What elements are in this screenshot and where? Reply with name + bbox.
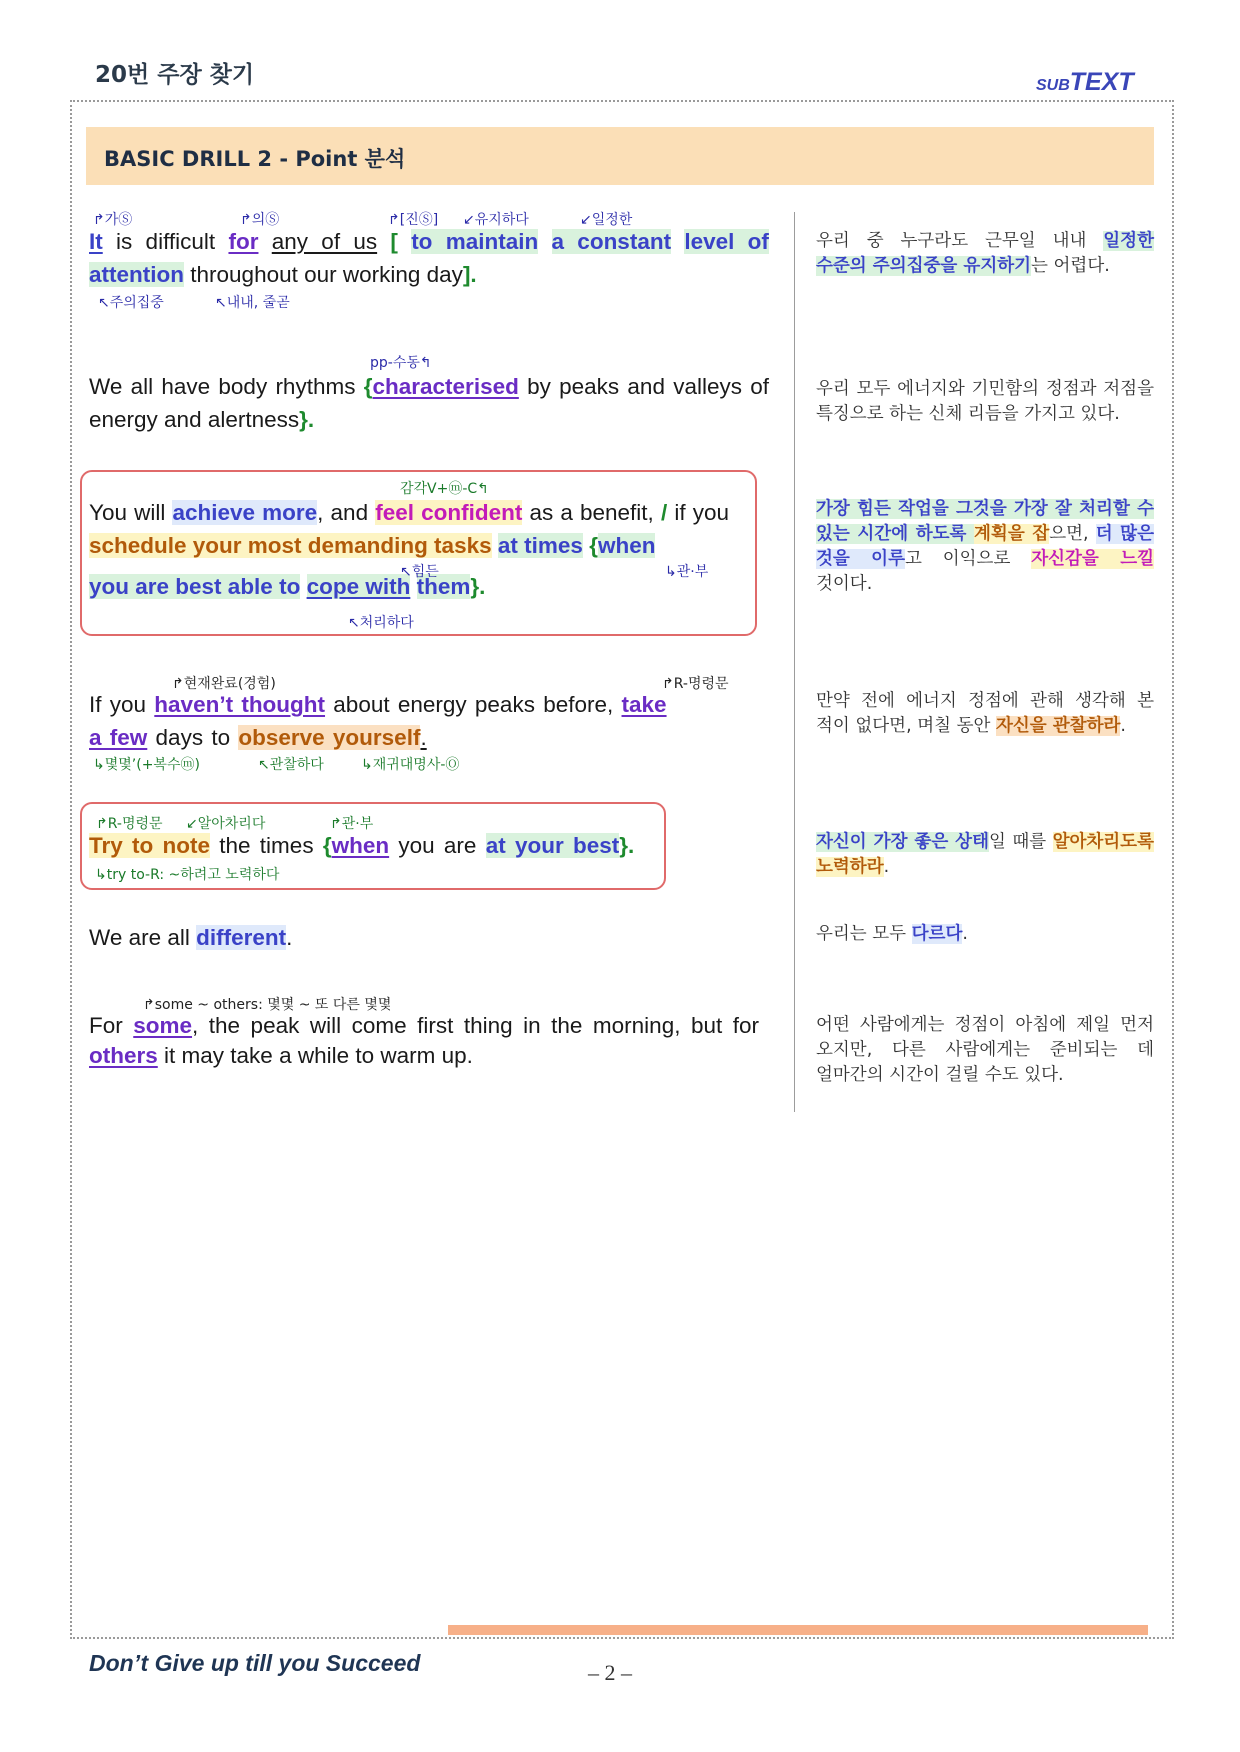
annotation: ↖관찰하다 bbox=[258, 757, 324, 773]
sentence-5-korean: 자신이 가장 좋은 상태일 때를 알아차리도록 노력하라. bbox=[816, 832, 1154, 877]
sentence-1-english: It is difficult for any of us [ to maintain a constant level of attention throughout our working day]. bbox=[89, 229, 769, 287]
sentence-2-english: We all have body rhythms {characterised by peaks and valleys of energy and alertness}. bbox=[89, 374, 769, 432]
sentence-4-korean: 만약 전에 에너지 정점에 관해 생각해 본 적이 없다면, 며칠 동안 자신을 관찰하라. bbox=[816, 691, 1154, 736]
sentence-5-english: Try to note the times {when you are at your best}. bbox=[89, 833, 635, 858]
page-number: – 2 – bbox=[588, 1660, 632, 1685]
footer-accent-bar bbox=[448, 1625, 1148, 1635]
annotation: ↙유지하다 bbox=[463, 212, 529, 228]
annotation: ↙알아차리다 bbox=[186, 816, 266, 832]
footer-motto: Don’t Give up till you Succeed bbox=[89, 1650, 421, 1676]
sentence-4-english: If you haven’t thought about energy peaks before, take a few days to observe yourself. bbox=[89, 692, 667, 750]
annotation: ↱현재완료(경험) bbox=[172, 676, 276, 692]
annotation: ↱관·부 bbox=[330, 816, 374, 832]
annotation: ↳몇몇’(+복수ⓜ) bbox=[93, 757, 200, 773]
annotation: ↳관·부 bbox=[665, 564, 709, 580]
annotation: ↱가Ⓢ bbox=[93, 212, 133, 228]
annotation: ↱R-명령문 bbox=[662, 676, 729, 692]
sentence-7-english: For some, the peak will come first thing in the morning, but for others it may take a while to warm up. bbox=[89, 1013, 759, 1068]
annotation: pp-수동↰ bbox=[370, 355, 432, 371]
section-title-banner bbox=[86, 127, 1154, 185]
sentence-7-korean: 어떤 사람에게는 정점이 아침에 제일 먼저 오지만, 다른 사람에게는 준비되는 데 얼마간의 시간이 걸릴 수도 있다. bbox=[816, 1015, 1154, 1085]
annotation: 감각V+ⓜ-C↰ bbox=[400, 481, 489, 497]
annotation: ↱의Ⓢ bbox=[240, 212, 280, 228]
annotation: ↖주의집중 bbox=[98, 295, 164, 311]
sentence-6-korean: 우리는 모두 다르다. bbox=[816, 924, 968, 944]
column-divider bbox=[794, 212, 795, 1112]
sentence-3-english: You will achieve more, and feel confident as a benefit, / if you schedule your most demanding tasks at times {when you are best able to cope with them}. bbox=[89, 500, 729, 599]
sentence-2-korean: 우리 모두 에너지와 기민함의 정점과 저점을 특징으로 하는 신체 리듬을 가지고 있다. bbox=[816, 379, 1154, 424]
annotation: ↖내내, 줄곧 bbox=[215, 295, 290, 311]
annotation: ↱[진Ⓢ] bbox=[388, 212, 439, 228]
annotation: ↱some ~ others: 몇몇 ~ 또 다른 몇몇 bbox=[143, 997, 392, 1013]
section-title: BASIC DRILL 2 - Point 분석 bbox=[104, 147, 406, 171]
annotation: ↱R-명령문 bbox=[96, 816, 163, 832]
sentence-1-korean: 우리 중 누구라도 근무일 내내 일정한 수준의 주의집중을 유지하기는 어렵다. bbox=[816, 231, 1154, 276]
annotation: ↖힘든 bbox=[400, 564, 439, 580]
sentence-6-english: We are all different. bbox=[89, 925, 293, 950]
page-header-title: 20번 주장 찾기 bbox=[95, 62, 255, 88]
annotation: ↖처리하다 bbox=[348, 615, 414, 631]
annotation: ↳재귀대명사-Ⓞ bbox=[361, 757, 460, 773]
annotation: ↙일정한 bbox=[580, 212, 633, 228]
annotation: ↳try to-R: ~하려고 노력하다 bbox=[95, 867, 280, 883]
subtext-logo: SUBTEXT bbox=[1036, 68, 1134, 96]
sentence-3-korean: 가장 힘든 작업을 그것을 가장 잘 처리할 수 있는 시간에 하도록 계획을 잡으면, 더 많은 것을 이루고 이익으로 자신감을 느낄 것이다. bbox=[816, 499, 1154, 594]
